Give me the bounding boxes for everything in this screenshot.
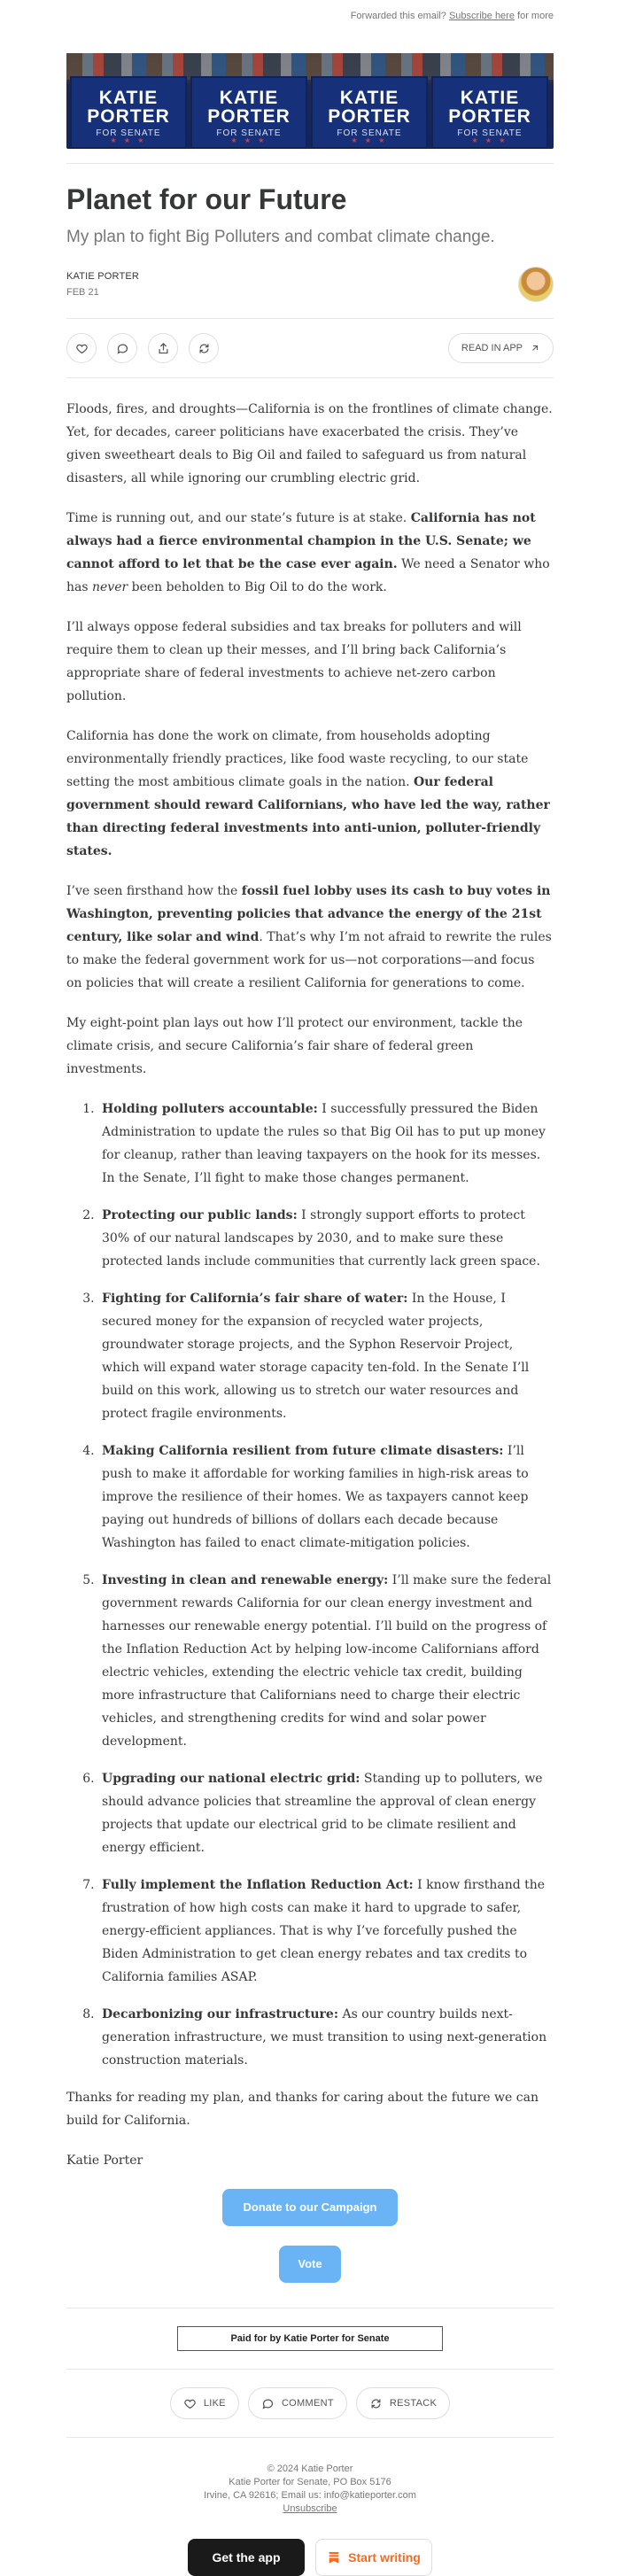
paragraph-text: We need a Senator who has	[66, 557, 550, 594]
plan-item-title: Protecting our public lands:	[102, 1208, 298, 1222]
divider	[66, 2369, 554, 2370]
plan-item-text: I strongly support efforts to protect 30% of our natural landscapes by 2030, and to make sure these protected lands include communities that currently lack green space.	[102, 1208, 540, 1269]
like-label: LIKE	[203, 2398, 226, 2409]
plan-item-text: I know firsthand the frustration of how high costs can make it hard to upgrade to safer, energy-efficient appliances. That is why I’ve forcefully pushed the Biden Administration to get clean energy rebates and tax credits to California families ASAP.	[102, 1878, 546, 1984]
email-column	[66, 0, 554, 2576]
plan-item	[98, 2003, 554, 2072]
sign-first-name: KATIE	[98, 88, 159, 108]
start-writing-button[interactable]	[315, 2539, 432, 2576]
sign-tagline: FOR SENATE	[216, 128, 282, 138]
read-in-app-button[interactable]	[448, 333, 554, 363]
donate-button[interactable]: Donate to our Campaign	[222, 2189, 398, 2226]
sign-tagline: FOR SENATE	[457, 128, 523, 138]
paragraph-text: . That’s why I’m not afraid to rewrite the rules to make the federal government work for us—not corporations—and focus on policies that will create a resilient California for generations to come.	[66, 930, 552, 990]
heart-icon	[183, 2397, 197, 2410]
footer-address: Katie Porter for Senate, PO Box 5176	[229, 2477, 391, 2487]
paragraph-text: Time is running out, and our state’s future is at stake.	[66, 511, 411, 525]
vote-button[interactable]: Vote	[279, 2246, 341, 2283]
plan-item-title: Upgrading our national electric grid:	[102, 1772, 360, 1786]
restack-button[interactable]	[356, 2387, 450, 2419]
restack-icon	[198, 342, 211, 355]
signature: Katie Porter	[66, 2153, 143, 2168]
forward-prefix: Forwarded this email?	[350, 11, 446, 21]
divider	[66, 163, 554, 164]
sign-last-name: PORTER	[87, 106, 170, 127]
plan-item-text: As our country builds next-generation infrastructure, we must transition to using next-generation construction materials.	[102, 2007, 547, 2068]
paragraph: My eight-point plan lays out how I’ll protect our environment, tackle the climate crisis, and secure California’s fair share of federal green investments.	[66, 1016, 523, 1076]
restack-icon	[369, 2397, 383, 2410]
plan-item	[98, 1287, 554, 1425]
get-app-button[interactable]: Get the app	[188, 2539, 305, 2576]
stars-icon: ★ ★ ★	[471, 136, 508, 144]
author-name[interactable]: KATIE PORTER	[66, 271, 140, 282]
sign-tagline: FOR SENATE	[337, 128, 402, 138]
plan-item-text: I’ll push to make it affordable for working families in high-risk areas to improve the resilience of their homes. We as taxpayers cannot keep paying out hundreds of billions of dollars each decade because Washington has failed to enact climate-mitigation policies.	[102, 1444, 529, 1550]
like-button[interactable]	[170, 2387, 239, 2419]
campaign-sign	[70, 76, 187, 149]
plan-item	[98, 1204, 554, 1273]
sign-last-name: PORTER	[448, 106, 531, 127]
plan-item-title: Making California resilient from future climate disasters:	[102, 1444, 504, 1458]
plan-list	[98, 1098, 554, 2072]
read-in-app-label: READ IN APP	[461, 343, 523, 353]
forward-suffix: for more	[517, 11, 554, 21]
footer	[66, 2463, 554, 2516]
plan-item-text: I successfully pressured the Biden Administration to update the rules so that Big Oil has to put up money for cleanup, rather than leaving taxpayers on the hook for its messes. In the Senate, I’ll fight to make those changes permanent.	[102, 1102, 546, 1185]
paragraph	[66, 725, 554, 863]
share-button[interactable]	[148, 333, 178, 363]
copyright: © 2024 Katie Porter	[267, 2463, 353, 2474]
comment-icon	[261, 2397, 275, 2410]
substack-icon	[327, 2550, 341, 2564]
paragraph-italic: never	[92, 580, 128, 594]
forward-notice	[66, 0, 554, 53]
plan-item-text: In the House, I secured money for the expansion of recycled water projects, groundwater storage projects, and the Syphon Reservoir Project, which will expand water storage capacity ten-fold. In the Senate I’ll build on this work, allowing us to stretch our water resources and protect fragile environments.	[102, 1292, 530, 1421]
hero-image	[66, 53, 554, 149]
plan-item	[98, 1874, 554, 1989]
heart-icon	[75, 342, 89, 355]
plan-item	[98, 1098, 554, 1190]
app-buttons	[66, 2539, 554, 2576]
plan-item-text: Standing up to polluters, we should advance policies that streamline the approval of clean energy projects that update our electrical grid to be climate resilient and energy efficient.	[102, 1772, 543, 1855]
campaign-sign	[311, 76, 428, 149]
footer-contact: Irvine, CA 92616; Email us: info@katieporter.com	[204, 2490, 416, 2501]
paragraph-text: I’ve seen firsthand how the	[66, 884, 242, 898]
plan-item-title: Holding polluters accountable:	[102, 1102, 318, 1116]
campaign-sign	[190, 76, 307, 149]
restack-button[interactable]	[189, 333, 219, 363]
share-icon	[157, 342, 170, 355]
sign-last-name: PORTER	[207, 106, 291, 127]
action-bar	[66, 318, 554, 378]
byline-text	[66, 271, 139, 298]
unsubscribe-link[interactable]: Unsubscribe	[283, 2503, 337, 2514]
plan-item-text: I’ll make sure the federal government rewards California for our clean energy investment and harnesses our renewable energy potential. I’ll build on the progress of the Inflation Reduction Act by helping low-income Californians afford electric vehicles, extending the electric vehicle tax credit, building more infrastructure that Californians need to charge their electric vehicles, and strengthening credits for wind and solar power development.	[102, 1573, 552, 1749]
plan-item-title: Fighting for California’s fair share of water:	[102, 1292, 408, 1306]
paragraph-text: California has done the work on climate, from households adopting environmentally friendly practices, like food waste recycling, to our state setting the most ambitious climate goals in the nation.	[66, 729, 529, 789]
comment-button[interactable]	[248, 2387, 347, 2419]
sign-first-name: KATIE	[219, 88, 279, 108]
paragraph-text: been beholden to Big Oil to do the work.	[128, 580, 387, 594]
avatar[interactable]	[518, 267, 554, 302]
campaign-sign	[431, 76, 548, 149]
plan-item	[98, 1767, 554, 1859]
paragraph-bold: fossil fuel lobby uses its cash to buy votes in Washington, preventing policies that advance the energy of the 21st century, like solar and wind	[66, 884, 551, 944]
stars-icon: ★ ★ ★	[230, 136, 267, 144]
sign-first-name: KATIE	[339, 88, 399, 108]
sign-last-name: PORTER	[328, 106, 411, 127]
post-date: FEB 21	[66, 287, 99, 298]
plan-item-title: Fully implement the Inflation Reduction Act:	[102, 1878, 414, 1892]
divider	[66, 2437, 554, 2438]
subscribe-link[interactable]: Subscribe here	[448, 11, 515, 21]
plan-item	[98, 1439, 554, 1555]
paragraph-bold: Our federal government should reward Californians, who have led the way, rather than directing federal investments into anti-union, polluter-friendly states.	[66, 775, 550, 858]
paragraph: I’ll always oppose federal subsidies and tax breaks for polluters and will require them to clean up their messes, and I’ll bring back California’s appropriate share of federal investments to achieve net-zero carbon pollution.	[66, 620, 522, 703]
post-title[interactable]: Planet for our Future	[66, 183, 347, 215]
paid-for-disclaimer: Paid for by Katie Porter for Senate	[177, 2326, 443, 2351]
byline	[66, 265, 554, 304]
paragraph	[66, 880, 554, 995]
post-body	[66, 398, 554, 2172]
plan-item-title: Investing in clean and renewable energy:	[102, 1573, 389, 1587]
arrow-up-right-icon	[530, 343, 540, 353]
sign-first-name: KATIE	[460, 88, 520, 108]
sign-tagline: FOR SENATE	[96, 128, 161, 138]
stars-icon: ★ ★ ★	[110, 136, 147, 144]
restack-label: RESTACK	[389, 2398, 438, 2409]
comment-button[interactable]	[107, 333, 137, 363]
stars-icon: ★ ★ ★	[351, 136, 388, 144]
like-button[interactable]	[66, 333, 97, 363]
bottom-action-bar	[66, 2387, 554, 2419]
paragraph: Floods, fires, and droughts—California is on the frontlines of climate change. Yet, for decades, career politicians have exacerbated the crisis. They’ve given sweetheart deals to Big Oil and failed to safeguard us from natural disasters, all while ignoring our crumbling electric grid.	[66, 402, 553, 485]
comment-icon	[116, 342, 129, 355]
paragraph	[66, 507, 554, 599]
comment-label: COMMENT	[281, 2398, 334, 2409]
action-buttons	[66, 333, 219, 363]
plan-item-title: Decarbonizing our infrastructure:	[102, 2007, 339, 2021]
post-subtitle: My plan to fight Big Polluters and combat climate change.	[66, 228, 495, 246]
plan-item	[98, 1569, 554, 1753]
start-writing-label: Start writing	[348, 2550, 421, 2564]
paragraph-bold: California has not always had a fierce environmental champion in the U.S. Senate; we cannot afford to let that be the case ever again.	[66, 511, 536, 571]
closing-paragraph: Thanks for reading my plan, and thanks for caring about the future we can build for California.	[66, 2091, 539, 2128]
